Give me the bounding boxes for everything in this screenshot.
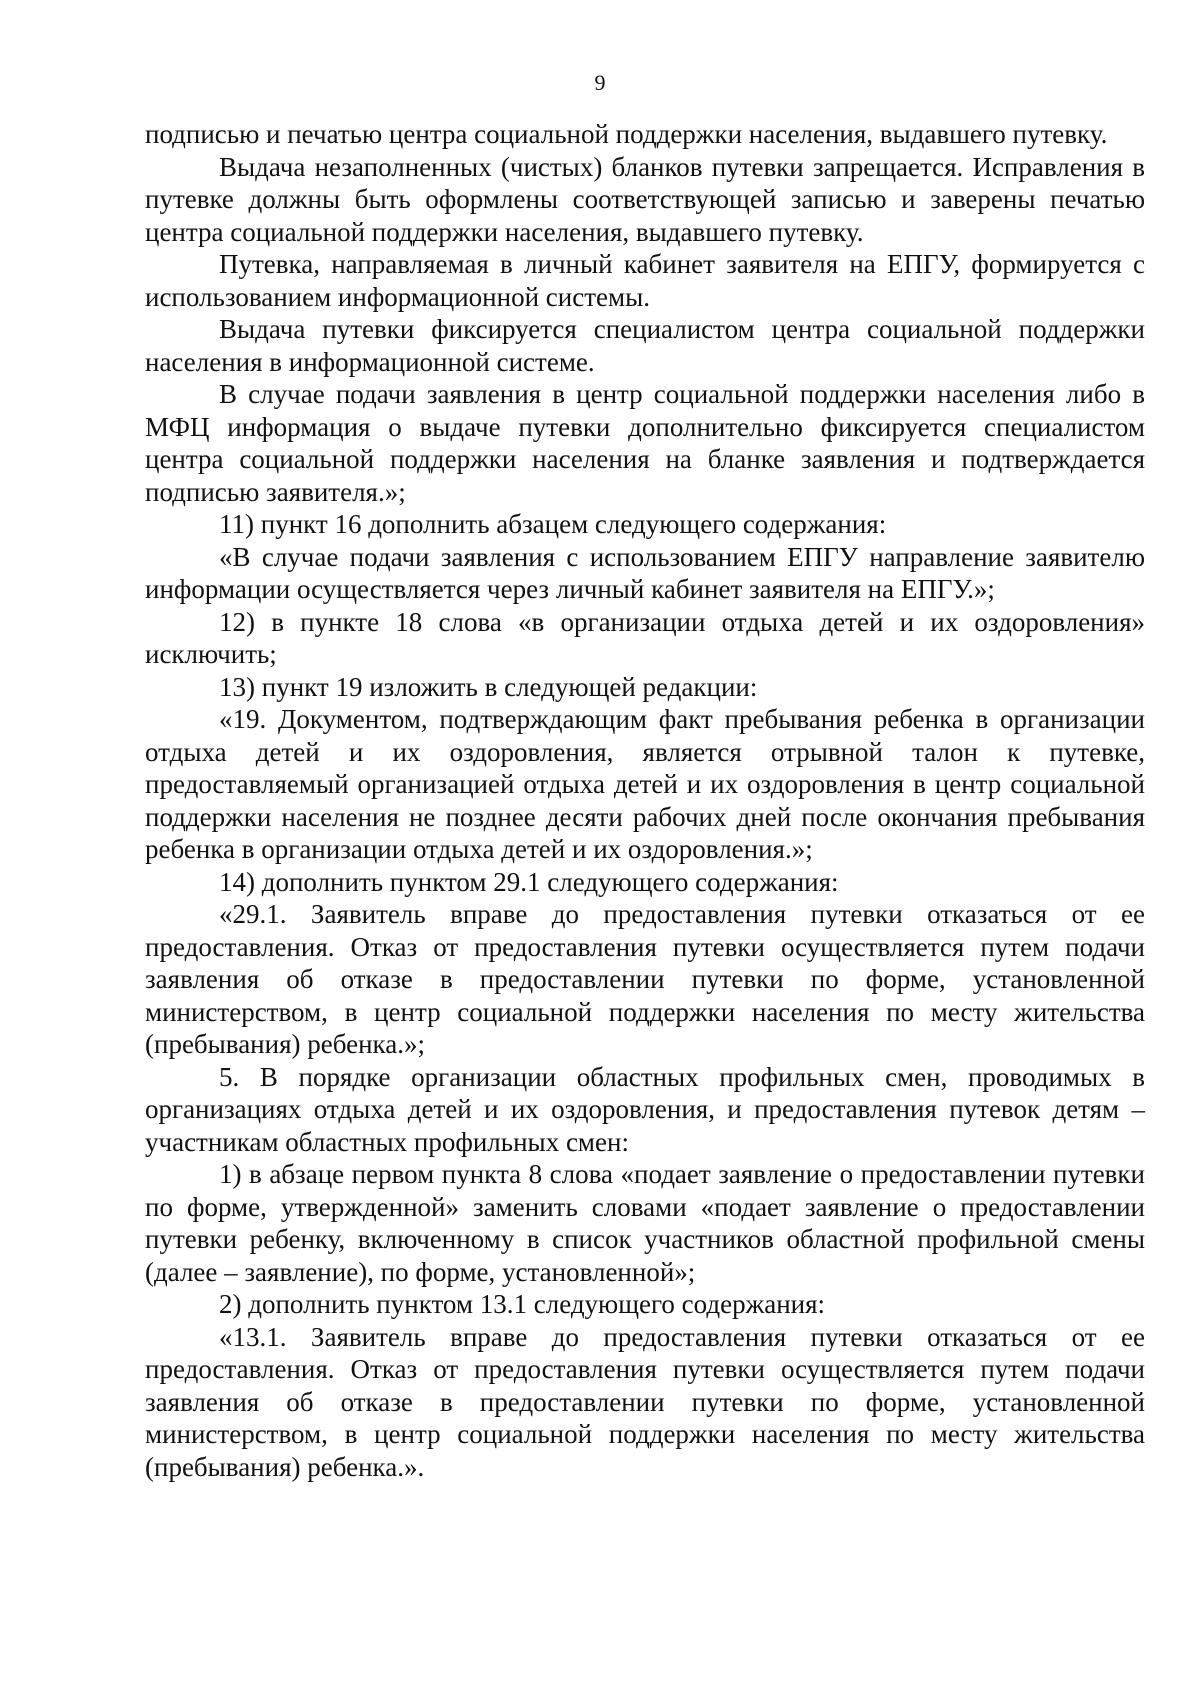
document-body bbox=[145, 118, 1145, 1483]
paragraph: «29.1. Заявитель вправе до предоставления путевки отказаться от ее предоставления. Отказ от предоставления путевки осуществляется путем подачи заявления об отказе в предоставлении путевки по форме, установленной министерством, в центр социальной поддержки населения по месту жительства (пребывания) ребенка.»; bbox=[145, 899, 1145, 1059]
paragraph: 1) в абзаце первом пункта 8 слова «подает заявление о предоставлении путевки по форме, утвержденной» заменить словами «подает заявление о предоставлении путевки ребенку, включенному в список участников областной профильной смены (далее – заявление), по форме, установленной»; bbox=[145, 1159, 1145, 1287]
paragraph: 13) пункт 19 изложить в следующей редакции: bbox=[219, 671, 758, 702]
paragraph: 14) дополнить пунктом 29.1 следующего содержания: bbox=[219, 866, 839, 897]
paragraph: В случае подачи заявления в центр социальной поддержки населения либо в МФЦ информация о выдаче путевки дополнительно фиксируется специалистом центра социальной поддержки населения на бланке заявления и подтверждается подписью заявителя.»; bbox=[145, 379, 1145, 507]
page-number: 9 bbox=[594, 70, 606, 95]
paragraph: Выдача незаполненных (чистых) бланков путевки запрещается. Исправления в путевке должны быть оформлены соответствующей записью и заверены печатью центра социальной поддержки населения, выдавшего путевку. bbox=[145, 151, 1145, 247]
paragraph: 11) пункт 16 дополнить абзацем следующего содержания: bbox=[219, 509, 887, 539]
paragraph: Выдача путевки фиксируется специалистом центра социальной поддержки населения в информационной системе. bbox=[145, 314, 1145, 377]
paragraph: 2) дополнить пунктом 13.1 следующего содержания: bbox=[219, 1289, 826, 1319]
paragraph: 12) в пункте 18 слова «в организации отдыха детей и их оздоровления» исключить; bbox=[145, 606, 1145, 669]
paragraph: 5. В порядке организации областных профильных смен, проводимых в организациях отдыха детей и их оздоровления, и предоставления путевок детям – участникам областных профильных смен: bbox=[145, 1061, 1145, 1157]
paragraph: «13.1. Заявитель вправе до предоставления путевки отказаться от ее предоставления. Отказ от предоставления путевки осуществляется путем подачи заявления об отказе в предоставлении путевки по форме, установленной министерством, в центр социальной поддержки населения по месту жительства (пребывания) ребенка.». bbox=[145, 1321, 1145, 1482]
paragraph-continuation: подписью и печатью центра социальной поддержки населения, выдавшего путевку. bbox=[145, 119, 1108, 149]
paragraph: «В случае подачи заявления с использованием ЕПГУ направление заявителю информации осуществляется через личный кабинет заявителя на ЕПГУ.»; bbox=[145, 541, 1145, 604]
paragraph: Путевка, направляемая в личный кабинет заявителя на ЕПГУ, формируется с использованием информационной системы. bbox=[145, 249, 1145, 312]
paragraph: «19. Документом, подтверждающим факт пребывания ребенка в организации отдыха детей и их оздоровления, является отрывной талон к путевке, предоставляемый организацией отдыха детей и их оздоровления в центр социальной поддержки населения не позднее десяти рабочих дней после окончания пребывания ребенка в организации отдыха детей и их оздоровления.»; bbox=[145, 704, 1145, 864]
